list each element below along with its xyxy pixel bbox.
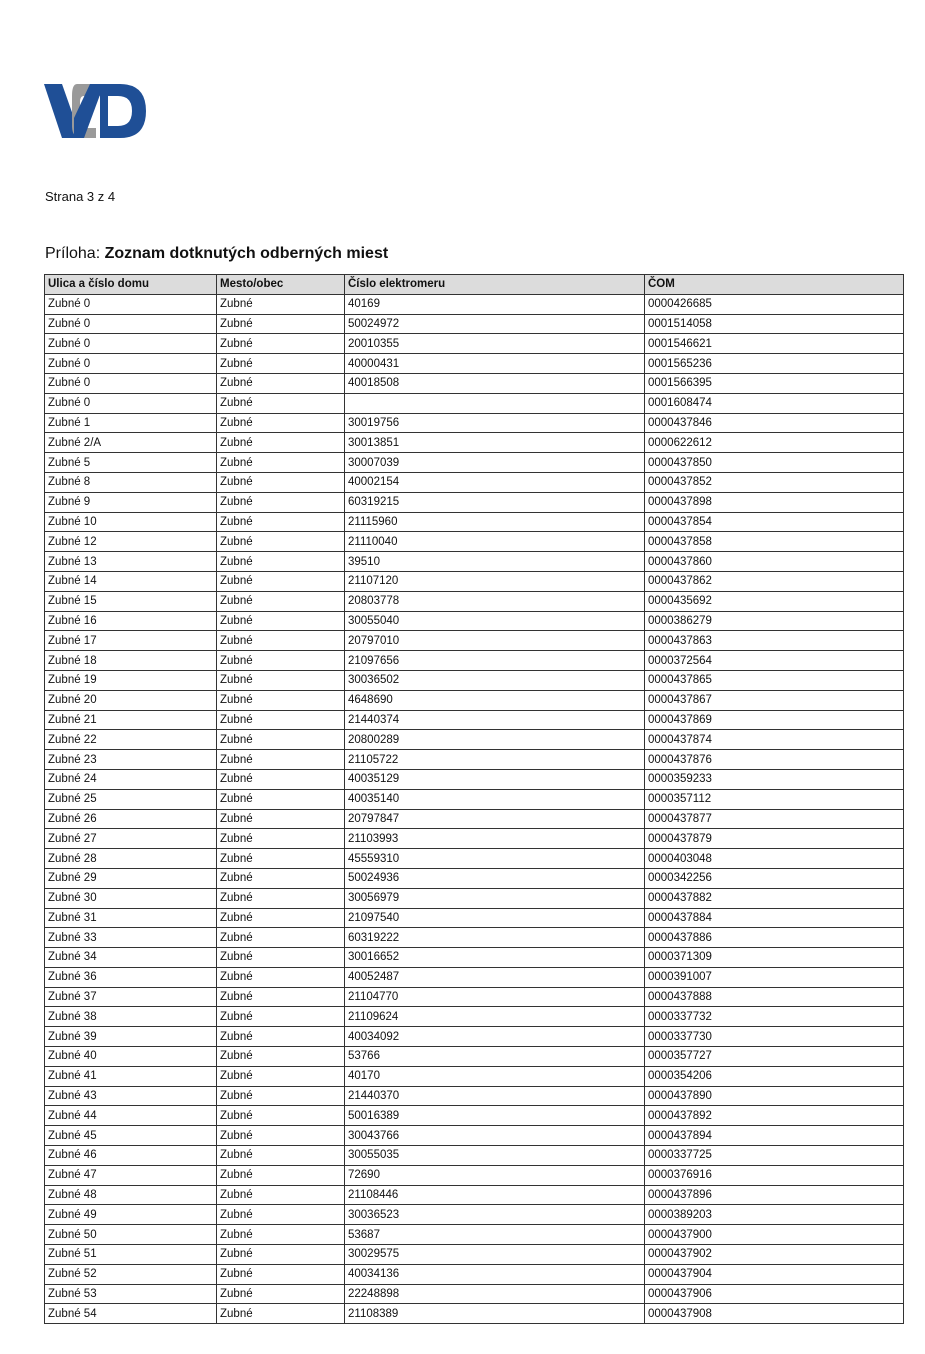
attachment-title (45, 245, 388, 263)
cell-city: Zubné (217, 710, 345, 730)
cell-com: 0000437858 (645, 532, 904, 552)
table-row (45, 1027, 904, 1047)
cell-city: Zubné (217, 690, 345, 710)
cell-com: 0001546621 (645, 334, 904, 354)
cell-meter-number: 30056979 (345, 888, 645, 908)
cell-city: Zubné (217, 532, 345, 552)
cell-street: Zubné 34 (45, 948, 217, 968)
cell-street: Zubné 36 (45, 967, 217, 987)
cell-meter-number: 21440374 (345, 710, 645, 730)
table-row (45, 413, 904, 433)
cell-city: Zubné (217, 591, 345, 611)
cell-meter-number: 21115960 (345, 512, 645, 532)
cell-city: Zubné (217, 571, 345, 591)
cell-meter-number (345, 393, 645, 413)
table-row (45, 492, 904, 512)
cell-com: 0000437862 (645, 571, 904, 591)
cell-com: 0000437908 (645, 1304, 904, 1324)
cell-meter-number: 30019756 (345, 413, 645, 433)
cell-street: Zubné 27 (45, 829, 217, 849)
table-header-row (45, 275, 904, 295)
cell-city: Zubné (217, 472, 345, 492)
cell-com: 0001514058 (645, 314, 904, 334)
table-row (45, 690, 904, 710)
cell-com: 0000437867 (645, 690, 904, 710)
header-street: Ulica a číslo domu (45, 275, 217, 295)
table-row (45, 967, 904, 987)
company-logo (44, 82, 148, 140)
cell-street: Zubné 33 (45, 928, 217, 948)
table-row (45, 314, 904, 334)
table-row (45, 1284, 904, 1304)
table-row (45, 1185, 904, 1205)
cell-meter-number: 20797010 (345, 631, 645, 651)
cell-com: 0000386279 (645, 611, 904, 631)
table-row (45, 670, 904, 690)
cell-com: 0000337730 (645, 1027, 904, 1047)
cell-street: Zubné 21 (45, 710, 217, 730)
cell-meter-number: 40170 (345, 1066, 645, 1086)
cell-street: Zubné 31 (45, 908, 217, 928)
table-row (45, 631, 904, 651)
cell-com: 0000437890 (645, 1086, 904, 1106)
table-row (45, 373, 904, 393)
cell-meter-number: 21097656 (345, 651, 645, 671)
cell-street: Zubné 44 (45, 1106, 217, 1126)
cell-street: Zubné 0 (45, 294, 217, 314)
table-row (45, 552, 904, 572)
cell-com: 0000437896 (645, 1185, 904, 1205)
cell-com: 0000376916 (645, 1165, 904, 1185)
cell-meter-number: 60319222 (345, 928, 645, 948)
cell-com: 0000437863 (645, 631, 904, 651)
cell-meter-number: 30036502 (345, 670, 645, 690)
table-row (45, 888, 904, 908)
table-row (45, 1304, 904, 1324)
cell-street: Zubné 5 (45, 453, 217, 473)
cell-meter-number: 40052487 (345, 967, 645, 987)
cell-street: Zubné 2/A (45, 433, 217, 453)
cell-city: Zubné (217, 552, 345, 572)
cell-street: Zubné 46 (45, 1146, 217, 1166)
cell-street: Zubné 23 (45, 750, 217, 770)
cell-meter-number: 50016389 (345, 1106, 645, 1126)
cell-street: Zubné 15 (45, 591, 217, 611)
header-meter-number: Číslo elektromeru (345, 275, 645, 295)
cell-city: Zubné (217, 849, 345, 869)
cell-street: Zubné 0 (45, 373, 217, 393)
cell-city: Zubné (217, 1165, 345, 1185)
cell-street: Zubné 25 (45, 789, 217, 809)
table-row (45, 1106, 904, 1126)
cell-meter-number: 22248898 (345, 1284, 645, 1304)
cell-com: 0000437906 (645, 1284, 904, 1304)
cell-meter-number: 30043766 (345, 1126, 645, 1146)
cell-city: Zubné (217, 512, 345, 532)
cell-street: Zubné 40 (45, 1047, 217, 1067)
cell-meter-number: 50024972 (345, 314, 645, 334)
table-row (45, 769, 904, 789)
table-row (45, 1165, 904, 1185)
cell-com: 0000437860 (645, 552, 904, 572)
cell-meter-number: 45559310 (345, 849, 645, 869)
cell-city: Zubné (217, 1027, 345, 1047)
table-row (45, 1146, 904, 1166)
table-row (45, 1007, 904, 1027)
table-row (45, 1245, 904, 1265)
table-row (45, 730, 904, 750)
cell-street: Zubné 24 (45, 769, 217, 789)
table-row (45, 987, 904, 1007)
cell-meter-number: 40035129 (345, 769, 645, 789)
cell-city: Zubné (217, 453, 345, 473)
table-row (45, 512, 904, 532)
header-city: Mesto/obec (217, 275, 345, 295)
cell-street: Zubné 0 (45, 314, 217, 334)
table-row (45, 1126, 904, 1146)
cell-city: Zubné (217, 1205, 345, 1225)
cell-com: 0000437874 (645, 730, 904, 750)
cell-com: 0000426685 (645, 294, 904, 314)
cell-city: Zubné (217, 1007, 345, 1027)
cell-com: 0000437852 (645, 472, 904, 492)
cell-street: Zubné 22 (45, 730, 217, 750)
title-prefix: Príloha: (45, 245, 105, 262)
cell-street: Zubné 37 (45, 987, 217, 1007)
cell-meter-number: 30029575 (345, 1245, 645, 1265)
cell-com: 0000437882 (645, 888, 904, 908)
cell-meter-number: 20010355 (345, 334, 645, 354)
cell-city: Zubné (217, 413, 345, 433)
cell-com: 0000622612 (645, 433, 904, 453)
cell-meter-number: 30016652 (345, 948, 645, 968)
table-row (45, 1086, 904, 1106)
cell-com: 0000437884 (645, 908, 904, 928)
cell-street: Zubné 17 (45, 631, 217, 651)
cell-street: Zubné 28 (45, 849, 217, 869)
cell-street: Zubné 39 (45, 1027, 217, 1047)
cell-com: 0000337732 (645, 1007, 904, 1027)
cell-com: 0000437865 (645, 670, 904, 690)
cell-street: Zubné 47 (45, 1165, 217, 1185)
table-row (45, 868, 904, 888)
table-row (45, 453, 904, 473)
cell-city: Zubné (217, 1146, 345, 1166)
table-row (45, 433, 904, 453)
cell-meter-number: 40018508 (345, 373, 645, 393)
cell-street: Zubné 13 (45, 552, 217, 572)
table-row (45, 1047, 904, 1067)
cell-meter-number: 40035140 (345, 789, 645, 809)
cell-street: Zubné 0 (45, 354, 217, 374)
cell-street: Zubné 45 (45, 1126, 217, 1146)
table-row (45, 532, 904, 552)
cell-city: Zubné (217, 1185, 345, 1205)
cell-city: Zubné (217, 1225, 345, 1245)
cell-city: Zubné (217, 769, 345, 789)
cell-meter-number: 40034092 (345, 1027, 645, 1047)
cell-meter-number: 53766 (345, 1047, 645, 1067)
cell-city: Zubné (217, 928, 345, 948)
cell-street: Zubné 20 (45, 690, 217, 710)
cell-street: Zubné 8 (45, 472, 217, 492)
table-row (45, 1205, 904, 1225)
cell-meter-number: 30007039 (345, 453, 645, 473)
cell-street: Zubné 30 (45, 888, 217, 908)
cell-city: Zubné (217, 868, 345, 888)
cell-city: Zubné (217, 1126, 345, 1146)
cell-city: Zubné (217, 789, 345, 809)
cell-city: Zubné (217, 967, 345, 987)
cell-street: Zubné 51 (45, 1245, 217, 1265)
cell-meter-number: 21097540 (345, 908, 645, 928)
cell-city: Zubné (217, 651, 345, 671)
cell-meter-number: 40002154 (345, 472, 645, 492)
table-row (45, 928, 904, 948)
cell-street: Zubné 29 (45, 868, 217, 888)
cell-com: 0000437876 (645, 750, 904, 770)
cell-meter-number: 72690 (345, 1165, 645, 1185)
cell-city: Zubné (217, 670, 345, 690)
table-row (45, 354, 904, 374)
cell-meter-number: 40169 (345, 294, 645, 314)
cell-street: Zubné 1 (45, 413, 217, 433)
table-row (45, 789, 904, 809)
cell-meter-number: 21103993 (345, 829, 645, 849)
cell-meter-number: 21108389 (345, 1304, 645, 1324)
cell-city: Zubné (217, 987, 345, 1007)
cell-com: 0000437898 (645, 492, 904, 512)
cell-city: Zubné (217, 1086, 345, 1106)
cell-meter-number: 40000431 (345, 354, 645, 374)
table-body (45, 294, 904, 1323)
cell-city: Zubné (217, 1304, 345, 1324)
cell-city: Zubné (217, 948, 345, 968)
cell-meter-number: 21109624 (345, 1007, 645, 1027)
table-row (45, 750, 904, 770)
table-row (45, 908, 904, 928)
cell-meter-number: 20797847 (345, 809, 645, 829)
table-row (45, 1066, 904, 1086)
table-row (45, 334, 904, 354)
cell-com: 0000357112 (645, 789, 904, 809)
cell-com: 0000437892 (645, 1106, 904, 1126)
table-row (45, 571, 904, 591)
affected-points-table (44, 274, 904, 1324)
cell-meter-number: 30013851 (345, 433, 645, 453)
cell-street: Zubné 12 (45, 532, 217, 552)
cell-city: Zubné (217, 1047, 345, 1067)
cell-street: Zubné 43 (45, 1086, 217, 1106)
cell-com: 0000437846 (645, 413, 904, 433)
cell-com: 0000437900 (645, 1225, 904, 1245)
cell-street: Zubné 50 (45, 1225, 217, 1245)
cell-com: 0001608474 (645, 393, 904, 413)
cell-com: 0000342256 (645, 868, 904, 888)
cell-com: 0000391007 (645, 967, 904, 987)
cell-meter-number: 39510 (345, 552, 645, 572)
cell-street: Zubné 0 (45, 334, 217, 354)
cell-city: Zubné (217, 1066, 345, 1086)
cell-com: 0000437879 (645, 829, 904, 849)
cell-city: Zubné (217, 492, 345, 512)
cell-com: 0000359233 (645, 769, 904, 789)
cell-com: 0000357727 (645, 1047, 904, 1067)
cell-com: 0000437902 (645, 1245, 904, 1265)
header-com: ČOM (645, 275, 904, 295)
cell-meter-number: 40034136 (345, 1264, 645, 1284)
table-row (45, 849, 904, 869)
cell-com: 0000337725 (645, 1146, 904, 1166)
table-row (45, 809, 904, 829)
cell-com: 0000437869 (645, 710, 904, 730)
cell-meter-number: 30036523 (345, 1205, 645, 1225)
cell-meter-number: 50024936 (345, 868, 645, 888)
cell-city: Zubné (217, 314, 345, 334)
cell-city: Zubné (217, 809, 345, 829)
cell-street: Zubné 16 (45, 611, 217, 631)
cell-street: Zubné 9 (45, 492, 217, 512)
table-row (45, 611, 904, 631)
cell-com: 0001565236 (645, 354, 904, 374)
cell-com: 0001566395 (645, 373, 904, 393)
cell-city: Zubné (217, 888, 345, 908)
cell-city: Zubné (217, 393, 345, 413)
cell-city: Zubné (217, 750, 345, 770)
cell-city: Zubné (217, 1264, 345, 1284)
cell-com: 0000437904 (645, 1264, 904, 1284)
cell-meter-number: 60319215 (345, 492, 645, 512)
table-row (45, 710, 904, 730)
cell-com: 0000435692 (645, 591, 904, 611)
cell-city: Zubné (217, 1284, 345, 1304)
cell-street: Zubné 14 (45, 571, 217, 591)
cell-meter-number: 30055040 (345, 611, 645, 631)
cell-city: Zubné (217, 354, 345, 374)
title-bold: Zoznam dotknutých odberných miest (104, 245, 389, 262)
cell-street: Zubné 52 (45, 1264, 217, 1284)
cell-street: Zubné 18 (45, 651, 217, 671)
cell-com: 0000403048 (645, 849, 904, 869)
cell-city: Zubné (217, 611, 345, 631)
cell-city: Zubné (217, 373, 345, 393)
cell-street: Zubné 26 (45, 809, 217, 829)
cell-city: Zubné (217, 829, 345, 849)
table-row (45, 1264, 904, 1284)
cell-com: 0000437888 (645, 987, 904, 1007)
cell-street: Zubné 19 (45, 670, 217, 690)
cell-street: Zubné 48 (45, 1185, 217, 1205)
cell-meter-number: 21107120 (345, 571, 645, 591)
cell-city: Zubné (217, 908, 345, 928)
cell-meter-number: 30055035 (345, 1146, 645, 1166)
table-row (45, 1225, 904, 1245)
cell-city: Zubné (217, 334, 345, 354)
table-row (45, 393, 904, 413)
table-row (45, 829, 904, 849)
cell-city: Zubné (217, 294, 345, 314)
cell-com: 0000389203 (645, 1205, 904, 1225)
cell-com: 0000437894 (645, 1126, 904, 1146)
cell-city: Zubné (217, 631, 345, 651)
cell-meter-number: 53687 (345, 1225, 645, 1245)
cell-com: 0000437877 (645, 809, 904, 829)
cell-street: Zubné 38 (45, 1007, 217, 1027)
cell-city: Zubné (217, 730, 345, 750)
cell-street: Zubné 53 (45, 1284, 217, 1304)
cell-city: Zubné (217, 1106, 345, 1126)
cell-meter-number: 4648690 (345, 690, 645, 710)
cell-city: Zubné (217, 433, 345, 453)
cell-meter-number: 21440370 (345, 1086, 645, 1106)
cell-com: 0000437854 (645, 512, 904, 532)
cell-street: Zubné 49 (45, 1205, 217, 1225)
cell-street: Zubné 54 (45, 1304, 217, 1324)
table-row (45, 948, 904, 968)
cell-street: Zubné 10 (45, 512, 217, 532)
cell-com: 0000437850 (645, 453, 904, 473)
cell-meter-number: 20800289 (345, 730, 645, 750)
table-row (45, 591, 904, 611)
cell-meter-number: 21110040 (345, 532, 645, 552)
cell-com: 0000437886 (645, 928, 904, 948)
cell-com: 0000354206 (645, 1066, 904, 1086)
table-row (45, 651, 904, 671)
table-row (45, 294, 904, 314)
cell-meter-number: 21105722 (345, 750, 645, 770)
cell-meter-number: 20803778 (345, 591, 645, 611)
cell-street: Zubné 41 (45, 1066, 217, 1086)
cell-com: 0000371309 (645, 948, 904, 968)
cell-meter-number: 21108446 (345, 1185, 645, 1205)
cell-street: Zubné 0 (45, 393, 217, 413)
cell-meter-number: 21104770 (345, 987, 645, 1007)
cell-city: Zubné (217, 1245, 345, 1265)
table-row (45, 472, 904, 492)
cell-com: 0000372564 (645, 651, 904, 671)
page-number: Strana 3 z 4 (45, 189, 116, 204)
